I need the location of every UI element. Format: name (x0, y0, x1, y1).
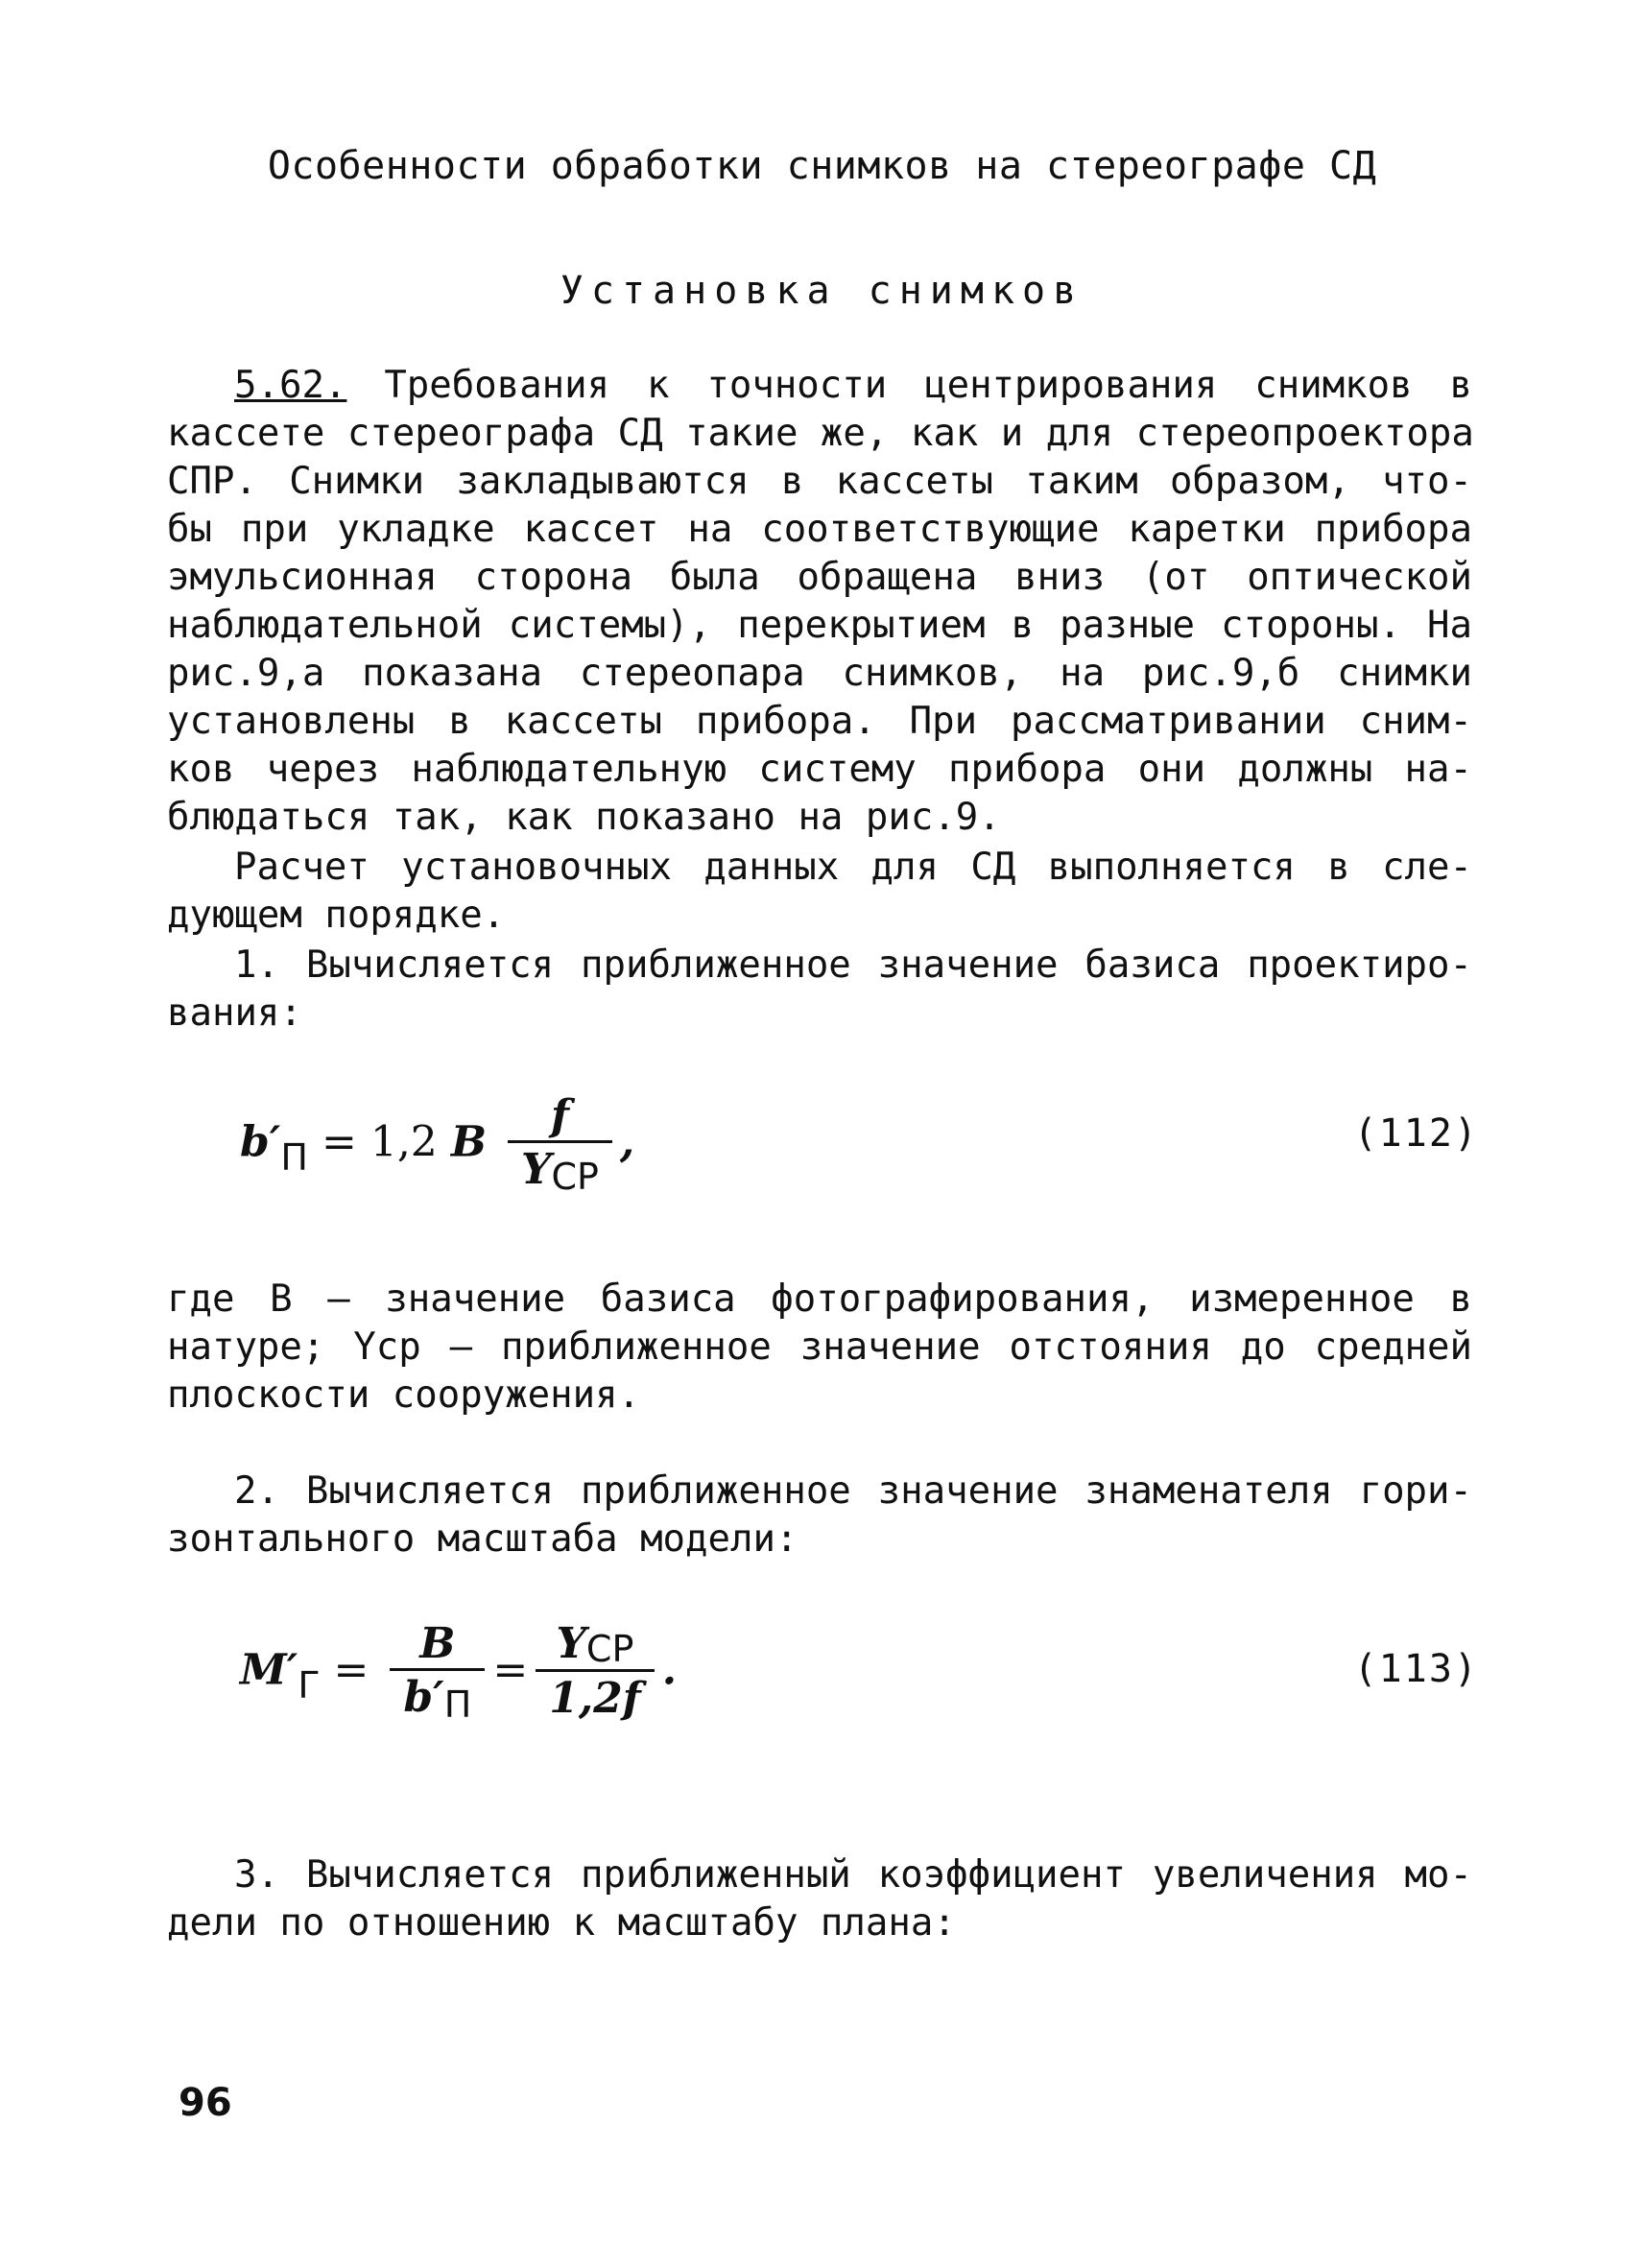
page-number: 96 (179, 2081, 232, 2125)
paragraph-number: 5.62. (234, 364, 347, 407)
paragraph-line: установлены в кассеты прибора. При рассматривании сним- (167, 700, 1472, 743)
subsection-title: Установка снимков (560, 269, 1084, 313)
paragraph-line: кассете стереографа СД такие же, как и для стереопроектора (167, 412, 1474, 455)
paragraph-line: плоскости сооружения. (167, 1373, 641, 1417)
fraction: $\frac{B}{b'П}$ (390, 1622, 485, 1724)
section-title: Особенности обработки снимков на стереографе СД (267, 144, 1377, 188)
paragraph-line: блюдаться так, как показано на рис.9. (167, 796, 1001, 839)
fraction: $\frac{\text{YСР}}{1,2f}$ (536, 1622, 654, 1724)
paragraph-line: дели по отношению к масштабу плана: (167, 1901, 956, 1945)
paragraph-line: наблюдательной системы), перекрытием в разные стороны. На (167, 604, 1472, 647)
paragraph-line: СПР. Снимки закладываются в кассеты таким образом, что- (167, 460, 1472, 503)
equation-number-112: (112) (1353, 1111, 1479, 1156)
paragraph-line: эмульсионная сторона была обращена вниз (от оптической (167, 556, 1472, 599)
paragraph-line: бы при укладке кассет на соответствующие каретки прибора (167, 508, 1472, 551)
paragraph-line: Расчет установочных данных для СД выполняется в сле- (234, 846, 1472, 889)
formula-112: b′П = 1,2 B $\frac{f}{\text{YСР}}$ , (240, 1091, 635, 1198)
paragraph-line: рис.9,а показана стереопара снимков, на рис.9,б снимки (167, 652, 1472, 695)
paragraph-line: 5.62. Требования к точности центрирования снимков в (234, 364, 1472, 407)
paragraph-line: где B – значение базиса фотографирования, измеренное в (167, 1277, 1472, 1321)
paragraph-line: ков через наблюдательную систему прибора они должны на- (167, 748, 1472, 791)
paragraph-line: зонтального масштаба модели: (167, 1517, 798, 1561)
fraction: $\frac{f}{\text{YСР}}$ (508, 1094, 612, 1196)
formula-113: M′Г = $\frac{B}{b'П}$ = $\frac{\text{YСР}}{1,2f}$ . (240, 1619, 678, 1726)
paragraph-line: натуре; Yср – приближенное значение отстояния до средней (167, 1325, 1472, 1369)
paragraph-line: дующем порядке. (167, 894, 506, 937)
paragraph-line: 3. Вычисляется приближенный коэффициент увеличения мо- (234, 1853, 1472, 1897)
paragraph-line: вания: (167, 991, 302, 1035)
paragraph-line: 1. Вычисляется приближенное значение базиса проектиро- (234, 943, 1472, 987)
equation-number-113: (113) (1353, 1647, 1479, 1691)
paragraph-line: 2. Вычисляется приближенное значение знаменателя гори- (234, 1469, 1472, 1513)
